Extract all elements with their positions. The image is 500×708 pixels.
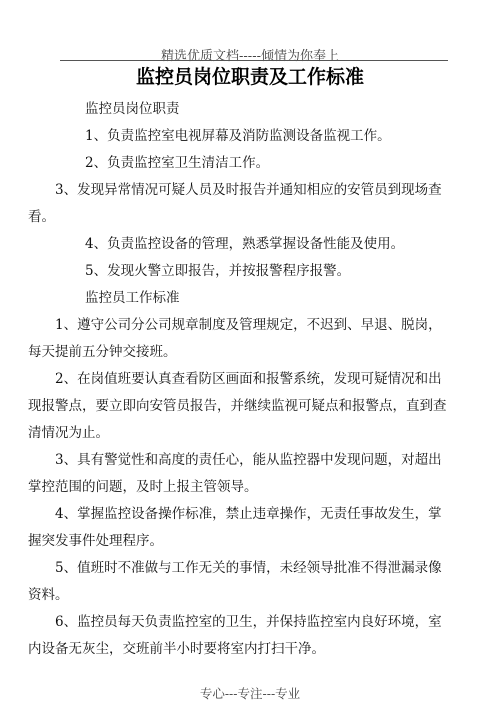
header-divider [60,60,448,61]
document-title: 监控员岗位职责及工作标准 [135,66,364,88]
list-item: 3、具有警觉性和高度的责任心，能从监控器中发现问题，对超出掌控范围的问题，及时上报主管领导。 [28,452,442,495]
list-item: 2、负责监控室卫生清洁工作。 [85,155,270,171]
list-item: 3、发现异常情况可疑人员及时报告并通知相应的安管员到现场查看。 [28,182,442,225]
list-item: 5、发现火警立即报告，并按报警程序报警。 [85,263,351,279]
list-item: 4、掌握监控设备操作标准，禁止违章操作，无责任事故发生，掌握突发事件处理程序。 [28,506,442,549]
list-item: 1、负责监控室电视屏幕及消防监测设备监视工作。 [85,128,391,144]
list-item: 2、在岗值班要认真查看防区画面和报警系统，发现可疑情况和出现报警点，要立即向安管员报告，并继续监视可疑点和报警点，直到查清情况为止。 [28,371,447,441]
page-footer: 专心---专注---专业 [199,686,301,701]
list-item: 4、负责监控设备的管理，熟悉掌握设备性能及使用。 [85,236,405,252]
list-item: 1、遵守公司分公司规章制度及管理规定，不迟到、早退、脱岗，每天提前五分钟交接班。 [28,317,442,360]
section-heading: 监控员工作标准 [85,290,180,306]
section-heading: 监控员岗位职责 [85,101,180,117]
page-header: 精选优质文档-----倾情为你奉上 [161,49,339,64]
list-item: 6、监控员每天负责监控室的卫生，并保持监控室内良好环境，室内设备无灰尘，交班前半小时要将室内打扫干净。 [28,614,442,657]
list-item: 5、值班时不准做与工作无关的事情，未经领导批准不得泄漏录像资料。 [28,560,442,603]
document-body [28,96,448,663]
